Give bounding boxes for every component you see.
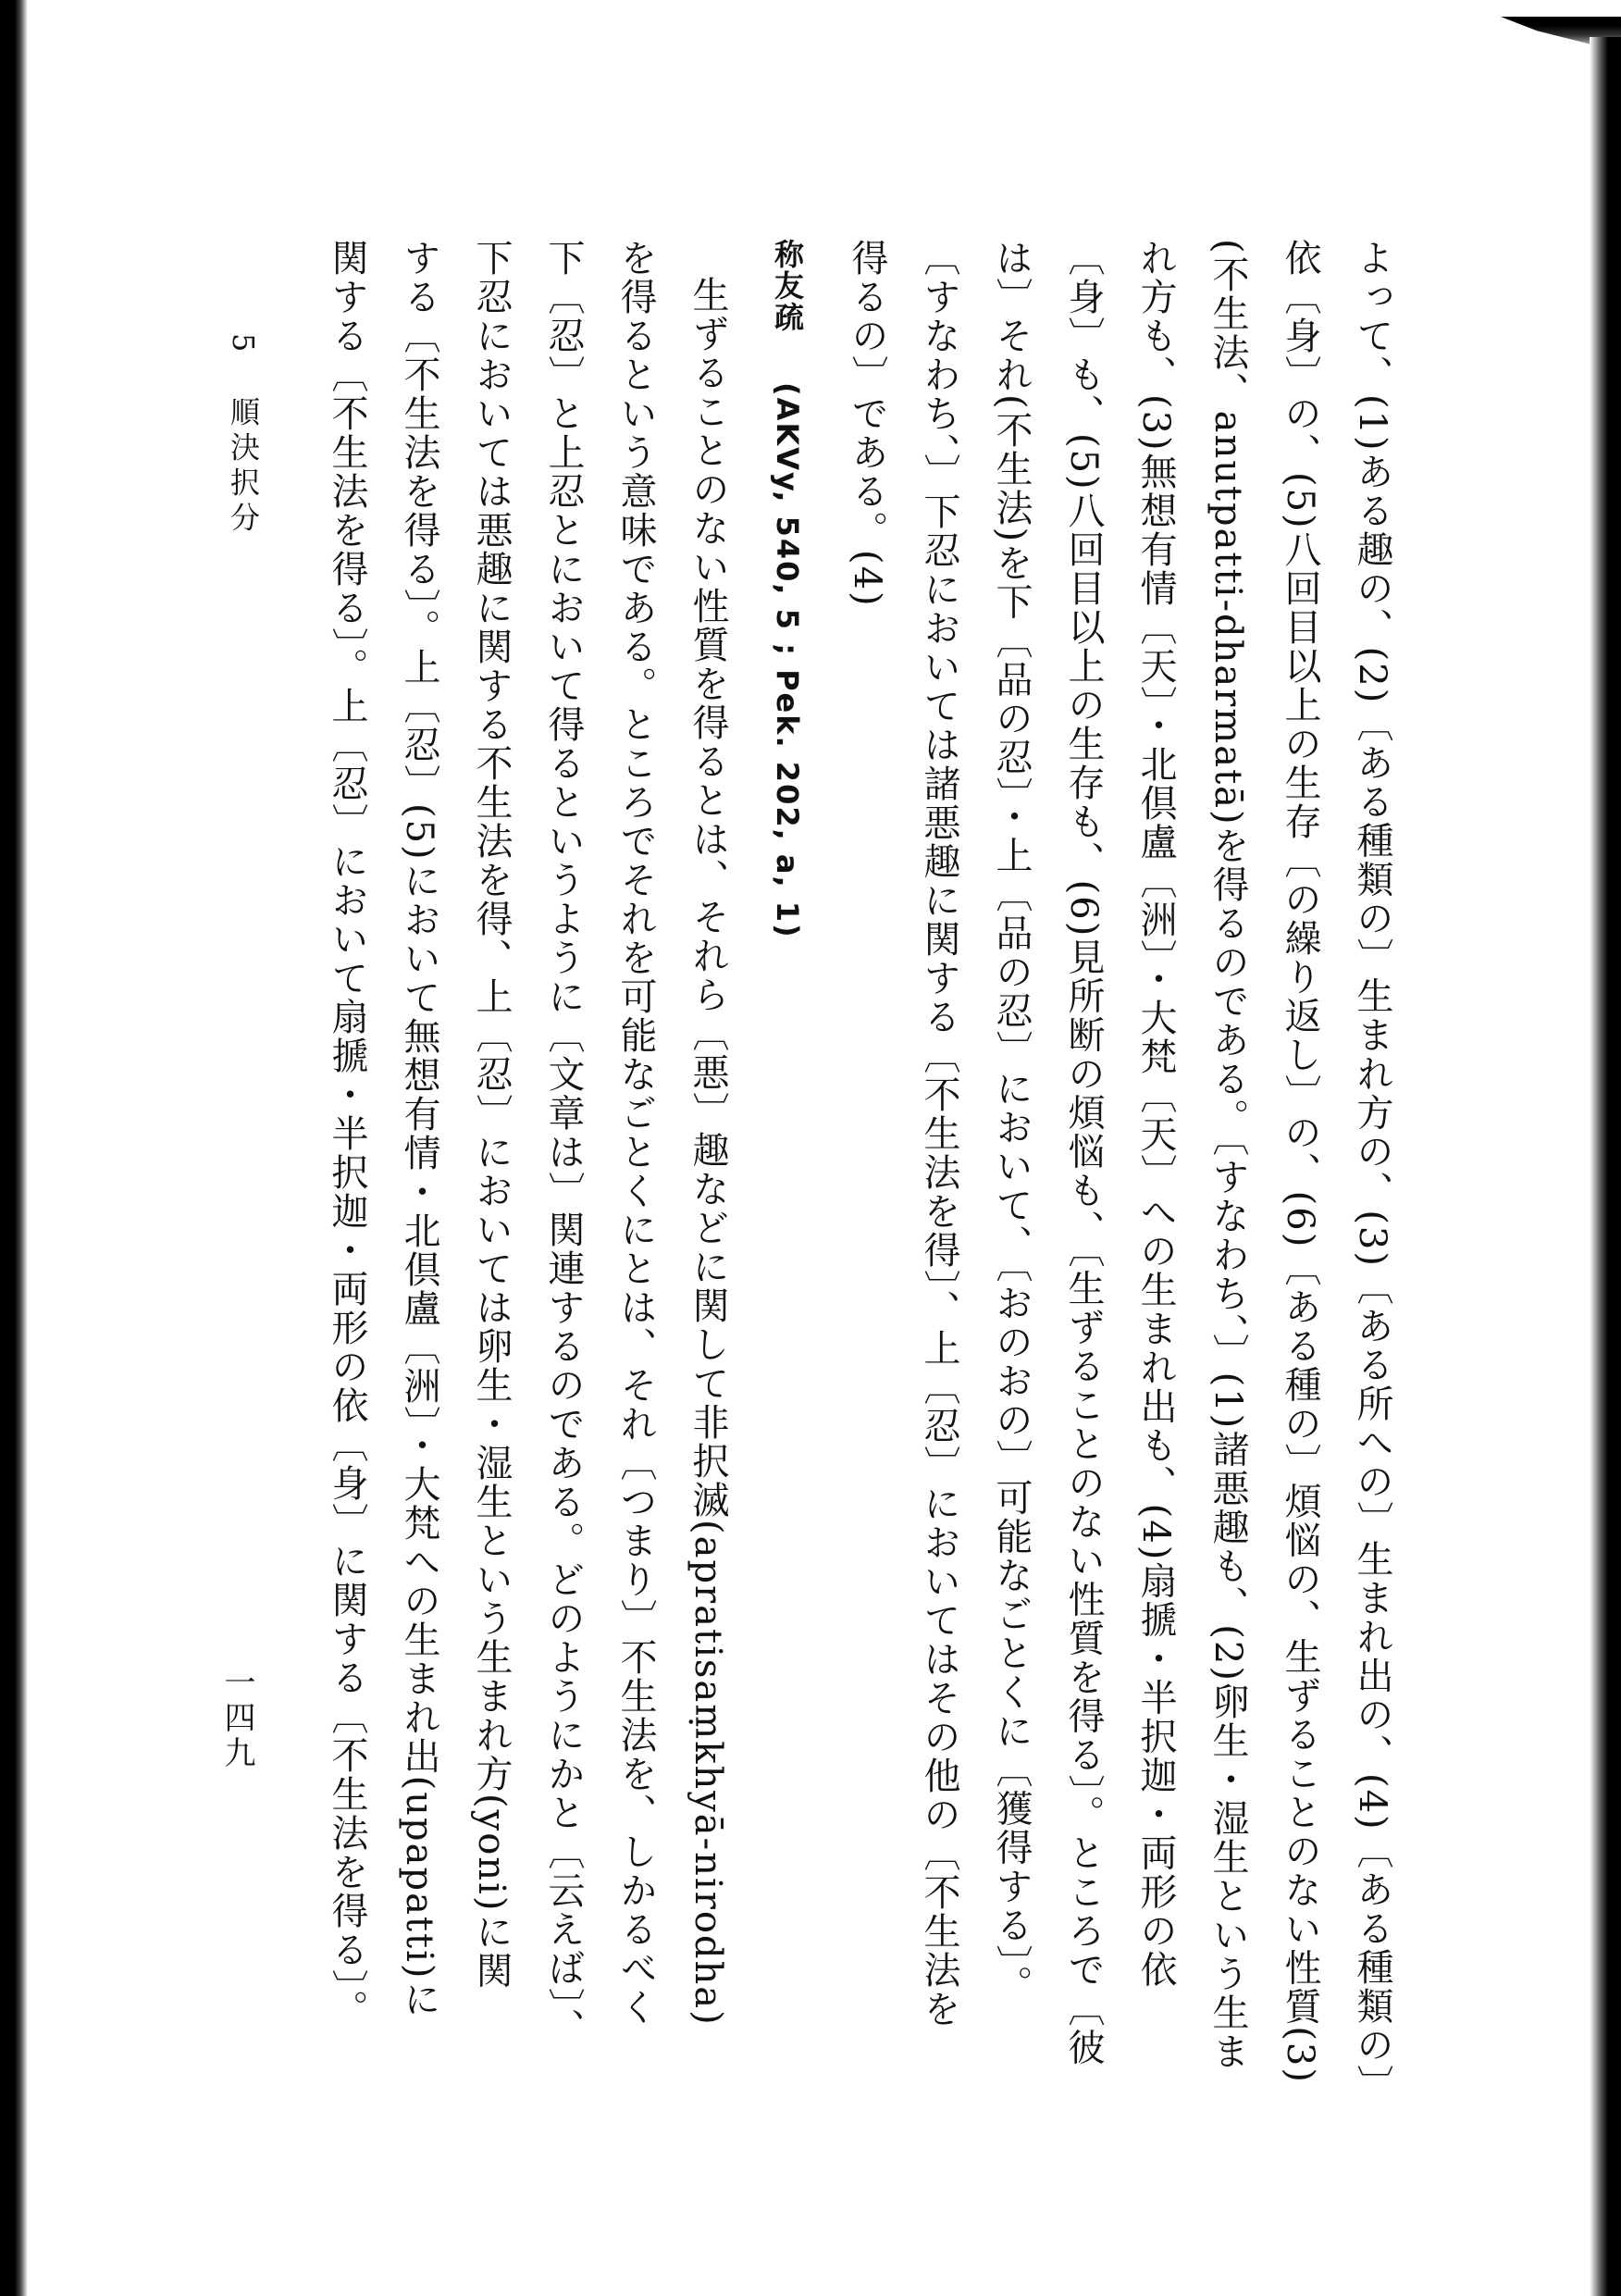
running-footer [222,333,265,538]
vertical-text-block [311,239,1408,2104]
commentary-column: する〔不生法を得る〕。上〔忍〕(5)において無想有情・北倶盧〔洲〕・大梵への生まれ出(upapatti)に [398,239,440,2019]
body-column: 〔身〕も、(5)八回目以上の生存も、(6)見所断の煩悩も、〔生ずることのない性質を得る〕。ところで〔彼 [1062,239,1105,2067]
commentary-column: 下忍においては悪趣に関する不生法を得、上〔忍〕においては卵生・湿生という生まれ方(yoni)に関 [470,239,513,1991]
scan-edge-right [1590,37,1621,2296]
heading-label: 称友疏 [770,239,805,333]
commentary-column: を得るという意味である。ところでそれを可能なごとくにとは、それ〔つまり〕不生法を、しかるべく [614,239,657,2027]
body-column: れ方も、(3)無想有情〔天〕・北倶盧〔洲〕・大梵〔天〕への生まれ出も、(4)扇搋・半択迦・両形の依 [1134,239,1177,1990]
commentary-column: 関する〔不生法を得る〕。上〔忍〕において扇搋・半択迦・両形の依〔身〕に関する〔不生法を得る〕。 [326,239,368,2029]
section-heading [751,239,823,2053]
commentary-column: 生ずることのない性質を得るとは、それら〔悪〕趣などに関して非択滅(apratisaṃkhyā-nirodha) [687,276,729,2027]
page-number: 一四九 [218,1666,255,1771]
heading-citation: (AKVy, 540, 5 ; Pek. 202, a, 1) [770,382,805,939]
body-column: よって、(1)ある趣の、(2)〔ある種類の〕生まれ方の、(3)〔ある所への〕生まれ出の、(4)〔ある種類の〕 [1351,239,1393,2104]
chapter-number: 5 [226,333,261,358]
body-column: 依〔身〕の、(5)八回目以上の生存〔の繰り返し〕の、(6)〔ある種の〕煩悩の、生ずることのない性質(3) [1279,239,1321,2084]
body-column: は〕それ(不生法)を下〔品の忍〕・上〔品の忍〕において、〔おのおの〕可能なごとくに〔獲得する〕。 [990,239,1033,2004]
chapter-title: 順決択分 [226,396,261,538]
commentary-column: 下〔忍〕と上忍とにおいて得るというように〔文章は〕関連するのである。どのようにかと〔云えば〕、 [542,239,585,2047]
body-column: (不生法、anutpatti-dharmatā)を得るのである。〔すなわち、〕(1)諸悪趣も、(2)卵生・湿生という生ま [1206,239,1249,2071]
body-column: 得るの〕である。(4) [846,239,888,608]
scan-edge-left [0,0,28,2296]
body-column: 〔すなわち、〕下忍においては諸悪趣に関する〔不生法を得〕、上〔忍〕においてはその他の〔不生法を [918,239,960,2029]
